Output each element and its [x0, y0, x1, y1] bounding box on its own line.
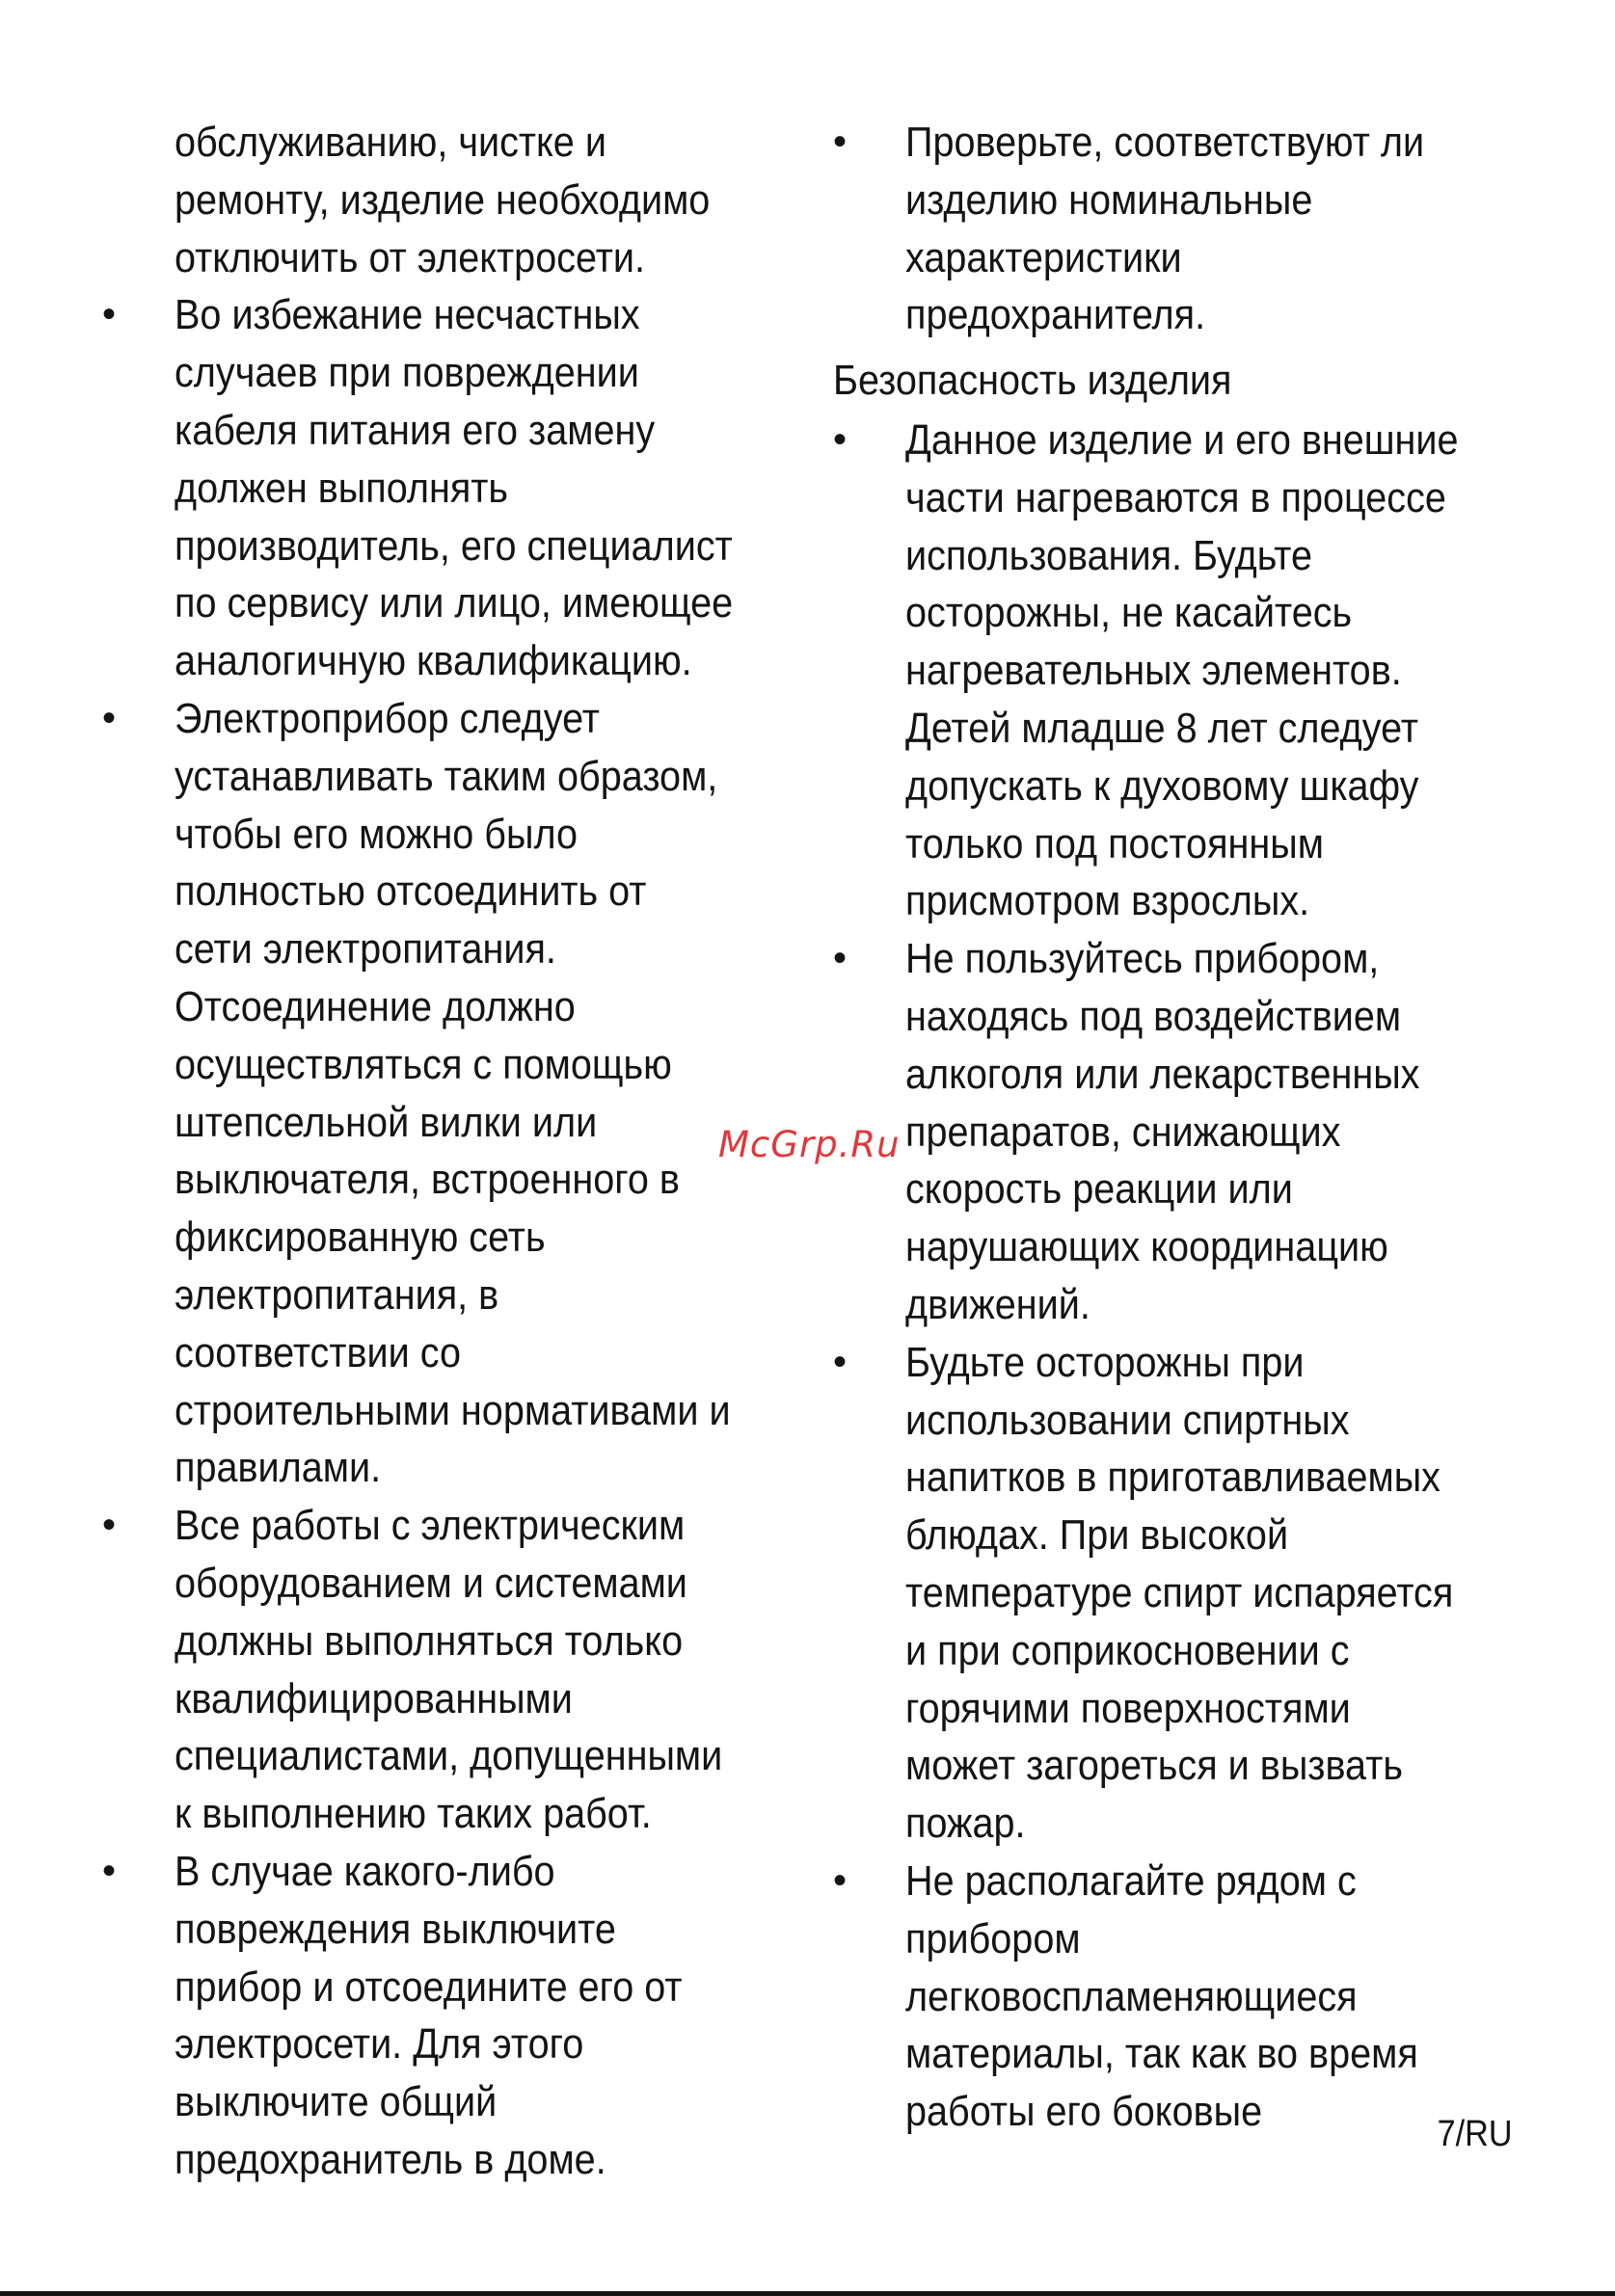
text-line: движений. — [905, 1280, 1090, 1328]
text-line: Данное изделие и его внешние — [905, 415, 1459, 464]
bullet-item-hot-parts — [833, 412, 1527, 930]
text-line: только под постоянным — [905, 819, 1324, 868]
text-line: соответствии со — [175, 1328, 462, 1376]
text-line: электропитания, в — [175, 1270, 499, 1319]
watermark-text: McGrp.Ru — [718, 1124, 901, 1165]
text-line: фиксированную сеть — [175, 1214, 546, 1262]
text-line: прибор и отсоедините его от — [175, 1962, 683, 2011]
bullet-icon: • — [102, 1849, 117, 1892]
text-line: скорость реакции или — [905, 1165, 1293, 1214]
bullet-icon: • — [833, 1340, 848, 1383]
text-line: блюдах. При высокой — [905, 1511, 1289, 1560]
text-line: Не располагайте рядом с — [905, 1856, 1357, 1905]
text-line: температуре спирт испаряется — [905, 1568, 1454, 1616]
text-line: Отсоединение должно — [175, 982, 576, 1030]
bullet-icon: • — [102, 1504, 117, 1547]
text-line: Проверьте, соответствуют ли — [905, 119, 1425, 166]
bullet-icon: • — [102, 293, 117, 336]
text-line: Детей младше 8 лет следует — [905, 704, 1418, 752]
text-line: допускать к духовому шкафу — [905, 761, 1419, 810]
page-number: 7/RU — [1438, 2114, 1513, 2154]
text-line: использования. Будьте — [905, 531, 1313, 579]
text-line: повреждения выключите — [175, 1905, 616, 1953]
text-line: присмотром взрослых. — [905, 877, 1310, 925]
text-line: выключите общий — [175, 2078, 498, 2126]
text-line: осуществляться с помощью — [175, 1040, 672, 1088]
text-line: выключателя, встроенного в — [175, 1156, 680, 1204]
bullet-item-qualified-work — [102, 1497, 796, 1843]
bullet-item-damage — [102, 1843, 796, 2189]
bullet-item-flammable-materials — [833, 1853, 1527, 2141]
text-line: строительными нормативами и — [175, 1386, 731, 1434]
right-column — [833, 114, 1527, 2141]
bullet-icon: • — [833, 417, 848, 461]
text-line: изделию номинальные — [905, 175, 1313, 224]
text-line: отключить от электросети. — [175, 233, 646, 281]
text-line: должны выполняться только — [175, 1616, 684, 1665]
bullet-item-fuse-check — [833, 114, 1527, 344]
text-line: аналогичную квалификацию. — [175, 637, 692, 685]
text-line: В случае какого-либо — [175, 1847, 555, 1895]
text-line: Будьте осторожны при — [905, 1338, 1305, 1386]
text-line: оборудованием и системами — [175, 1559, 687, 1607]
section-heading: Безопасность изделия — [833, 357, 1232, 405]
text-line: правилами. — [175, 1444, 382, 1492]
text-line: устанавливать таким образом, — [175, 752, 718, 800]
text-line: полностью отсоединить от — [175, 868, 647, 916]
text-line: алкоголя или лекарственных — [905, 1050, 1420, 1098]
text-line: части нагреваются в процессе — [905, 473, 1446, 521]
text-line: штепсельной вилки или — [175, 1098, 598, 1146]
text-line: обслуживанию, чистке и — [175, 119, 606, 166]
text-line: чтобы его можно было — [175, 810, 579, 858]
text-line: квалифицированными — [175, 1674, 573, 1722]
bullet-item-spirits-cooking — [833, 1334, 1527, 1853]
continuation-paragraph — [102, 114, 796, 286]
text-line: электросети. Для этого — [175, 2020, 584, 2069]
bullet-item-installation — [102, 690, 796, 1497]
bottom-divider — [0, 2291, 1615, 2296]
text-line: осторожны, не касайтесь — [905, 589, 1353, 637]
text-line: ремонту, изделие необходимо — [175, 175, 711, 224]
text-line: прибором — [905, 1914, 1081, 1962]
bullet-item-alcohol-medication — [833, 930, 1527, 1334]
text-line: сети электропитания. — [175, 925, 556, 974]
text-line: предохранитель в доме. — [175, 2135, 606, 2183]
text-line: напитков в приготавливаемых — [905, 1454, 1440, 1502]
text-line: Не пользуйтесь прибором, — [905, 935, 1380, 983]
text-line: пожар. — [905, 1800, 1026, 1848]
bullet-icon: • — [833, 120, 848, 163]
text-line: случаев при повреждении — [175, 349, 639, 397]
text-line: материалы, так как во время — [905, 2030, 1418, 2078]
text-line: производитель, его специалист — [175, 521, 733, 570]
bullet-icon: • — [833, 937, 848, 980]
text-line: Электроприбор следует — [175, 694, 600, 742]
text-line: характеристики — [905, 233, 1182, 281]
text-line: к выполнению таких работ. — [175, 1790, 652, 1838]
bullet-item-cable-replacement — [102, 286, 796, 690]
text-line: работы его боковые — [905, 2088, 1263, 2136]
text-line: Все работы с электрическим — [175, 1502, 686, 1550]
text-line: нагревательных элементов. — [905, 647, 1402, 695]
text-line: должен выполнять — [175, 464, 509, 512]
bullet-icon: • — [102, 696, 117, 739]
text-line: и при соприкосновении с — [905, 1626, 1350, 1674]
bullet-icon: • — [833, 1858, 848, 1902]
text-line: по сервису или лицо, имеющее — [175, 579, 734, 627]
text-line: нарушающих координацию — [905, 1223, 1388, 1271]
left-column — [102, 114, 796, 2189]
text-line: Во избежание несчастных — [175, 291, 640, 339]
text-line: может загореться и вызвать — [905, 1742, 1403, 1790]
text-line: предохранителя. — [905, 291, 1206, 339]
text-line: находясь под воздействием — [905, 992, 1402, 1040]
text-line: легковоспламеняющиеся — [905, 1972, 1358, 2020]
text-line: препаратов, снижающих — [905, 1108, 1341, 1156]
text-line: горячими поверхностями — [905, 1684, 1351, 1732]
text-line: использовании спиртных — [905, 1396, 1350, 1444]
text-line: специалистами, допущенными — [175, 1732, 723, 1780]
text-line: кабеля питания его замену — [175, 406, 656, 454]
